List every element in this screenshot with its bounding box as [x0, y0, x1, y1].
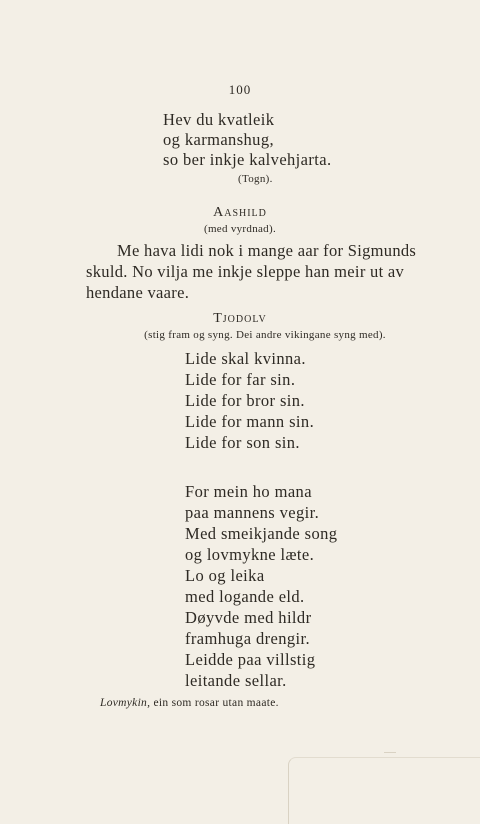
song-line: Med smeikjande song	[185, 524, 338, 543]
verse-line: Hev du kvatleik	[163, 110, 275, 129]
song-line: framhuga drengir.	[185, 629, 311, 648]
song-line: For mein ho mana	[185, 482, 312, 501]
footnote-text: ein som rosar utan maate.	[150, 697, 279, 709]
footnote-term: Lovmykin,	[100, 697, 151, 709]
verse-line: og karmanshug,	[163, 130, 274, 149]
verse-line: so ber inkje kalvehjarta.	[163, 150, 332, 169]
stage-direction: (Togn).	[238, 173, 273, 185]
song-line: Lide skal kvinna.	[185, 349, 306, 368]
speaker-name: Tjodolv	[213, 311, 267, 326]
song-line: paa mannens vegir.	[185, 503, 320, 522]
song-line: Døyvde med hildr	[185, 608, 312, 627]
song-line: Leidde paa villstig	[185, 650, 316, 669]
prose-line: Me hava lidi nok i mange aar for Sigmunds	[117, 241, 417, 260]
page-number: 100	[228, 82, 252, 97]
song-line: leitande sellar.	[185, 671, 287, 690]
song-line: Lide for far sin.	[185, 370, 296, 389]
page-mark	[384, 752, 396, 753]
song-line: Lide for son sin.	[185, 433, 300, 452]
footnote	[100, 697, 279, 709]
prose-line: skuld. No vilja me inkje sleppe han meir ut av	[86, 262, 405, 281]
song-line: Lide for bror sin.	[185, 391, 305, 410]
song-line: og lovmykne læte.	[185, 545, 315, 564]
song-line: med logande eld.	[185, 587, 305, 606]
speaker-name: Aashild	[213, 205, 267, 220]
stage-direction: (med vyrdnad).	[203, 223, 276, 235]
song-line: Lide for mann sin.	[185, 412, 315, 431]
prose-line: hendane vaare.	[86, 283, 190, 302]
page-corner-mark	[288, 757, 480, 824]
stage-direction: (stig fram og syng. Dei andre vikingane syng med).	[144, 329, 386, 341]
song-line: Lo og leika	[185, 566, 265, 585]
